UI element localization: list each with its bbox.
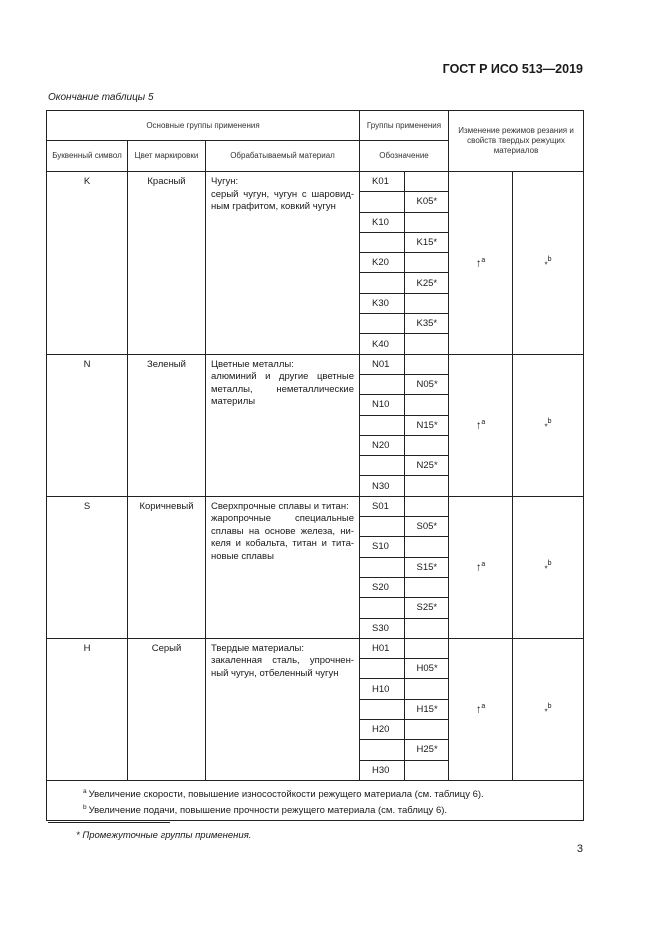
code-row [360, 415, 448, 435]
main-code [360, 740, 404, 760]
main-code [360, 598, 404, 618]
table-note [83, 785, 583, 801]
feed-arrow [513, 638, 584, 780]
intermediate-code [404, 253, 448, 273]
letter-symbol: H [47, 638, 128, 780]
material-line: металлы, неметаллические [211, 383, 355, 395]
app-groups-header: Группы применения [360, 111, 449, 141]
material-line: Твердые материалы: [211, 642, 304, 654]
group-row [47, 172, 584, 355]
designation-header: Обозначение [360, 141, 449, 172]
code-row [360, 314, 448, 334]
note-mark: b [547, 418, 552, 426]
intermediate-code [404, 172, 448, 192]
note-mark: a [481, 703, 486, 711]
material-header: Обрабатываемый материал [206, 141, 360, 172]
intermediate-code: S05* [404, 517, 448, 537]
table-caption: Окончание таблицы 5 [48, 92, 154, 103]
designation-codes [360, 638, 449, 780]
note-mark: a [481, 418, 486, 426]
material-line: новые сплавы [211, 550, 274, 562]
intermediate-code [404, 618, 448, 638]
main-code: K01 [360, 172, 404, 192]
main-code [360, 232, 404, 252]
code-row [360, 232, 448, 252]
main-code [360, 273, 404, 293]
color-mark-header: Цвет маркировки [128, 141, 206, 172]
table-note [83, 801, 583, 817]
main-code [360, 456, 404, 476]
code-row [360, 334, 448, 354]
intermediate-code [404, 395, 448, 415]
down-arrow-icon: * [544, 423, 548, 433]
intermediate-code [404, 212, 448, 232]
main-code: H01 [360, 639, 404, 659]
code-row [360, 598, 448, 618]
intermediate-code [404, 720, 448, 740]
feed-arrow [513, 354, 584, 496]
speed-arrow [449, 354, 513, 496]
code-row [360, 699, 448, 719]
note-mark: b [547, 702, 552, 710]
main-code: H20 [360, 720, 404, 740]
material-description [206, 638, 360, 780]
code-row [360, 253, 448, 273]
intermediate-code [404, 679, 448, 699]
up-arrow-icon: ↑ [475, 257, 482, 270]
material-description [206, 496, 360, 638]
up-arrow-icon: ↑ [475, 561, 482, 574]
material-line: материлы [211, 396, 256, 408]
speed-arrow [449, 172, 513, 355]
material-line: жаропрочные специальные [211, 513, 355, 525]
note-mark: b [83, 804, 87, 812]
main-code: S01 [360, 497, 404, 517]
intermediate-code [404, 293, 448, 313]
designation-codes [360, 354, 449, 496]
main-code [360, 192, 404, 212]
letter-symbol-header: Буквенный символ [47, 141, 128, 172]
note-mark: b [547, 560, 552, 568]
designation-codes [360, 172, 449, 355]
code-row [360, 456, 448, 476]
main-groups-header: Основные группы применения [47, 111, 360, 141]
intermediate-code: N25* [404, 456, 448, 476]
intermediate-code: N15* [404, 415, 448, 435]
code-row [360, 192, 448, 212]
code-row [360, 497, 448, 517]
intermediate-code [404, 537, 448, 557]
intermediate-code [404, 760, 448, 780]
intermediate-code: S25* [404, 598, 448, 618]
down-arrow-icon: * [544, 707, 548, 717]
color-mark: Коричневый [128, 496, 206, 638]
intermediate-code: K25* [404, 273, 448, 293]
intermediate-code [404, 355, 448, 375]
main-code: K40 [360, 334, 404, 354]
material-line: Цветные металлы: [211, 358, 294, 370]
material-line: ным графитом, ковкий чугун [211, 201, 336, 212]
letter-symbol: K [47, 172, 128, 355]
material-line: келя и кобальта, титан и тита- [211, 538, 355, 550]
intermediate-code: N05* [404, 374, 448, 394]
footnote-rule [48, 822, 170, 823]
code-row [360, 476, 448, 496]
intermediate-code [404, 577, 448, 597]
main-code [360, 659, 404, 679]
main-code: N10 [360, 395, 404, 415]
main-code [360, 557, 404, 577]
material-line: сплавы на основе железа, ни- [211, 525, 355, 537]
note-text: Увеличение скорости, повышение износостойкости режущего материала (см. таблицу 6). [88, 789, 484, 801]
intermediate-code: K05* [404, 192, 448, 212]
note-mark: a [481, 256, 486, 264]
document-id: ГОСТ Р ИСО 513—2019 [442, 62, 583, 76]
material-line: ный чугун, отбеленный чугун [211, 667, 339, 679]
code-row [360, 618, 448, 638]
note-text: Увеличение подачи, повышение прочности режущего материала (см. таблицу 6). [88, 805, 448, 817]
code-row [360, 577, 448, 597]
material-description [206, 172, 360, 355]
material-line: Сверхпрочные сплавы и титан: [211, 500, 349, 512]
intermediate-code [404, 435, 448, 455]
material-line: серый чугун, чугун с шаровид- [211, 188, 355, 200]
intermediate-code [404, 497, 448, 517]
code-row [360, 740, 448, 760]
main-code: K30 [360, 293, 404, 313]
table-notes [47, 780, 584, 820]
code-row [360, 659, 448, 679]
up-arrow-icon: ↑ [475, 419, 482, 432]
note-mark: a [481, 560, 486, 568]
material-line: закаленная сталь, упрочнен- [211, 655, 355, 667]
code-row [360, 639, 448, 659]
code-row [360, 517, 448, 537]
group-row [47, 638, 584, 780]
intermediate-code: H15* [404, 699, 448, 719]
main-code [360, 699, 404, 719]
material-line: алюминий и другие цветные [211, 371, 355, 383]
group-row [47, 354, 584, 496]
down-arrow-icon: * [544, 565, 548, 575]
material-description [206, 354, 360, 496]
letter-symbol: S [47, 496, 128, 638]
main-code: H30 [360, 760, 404, 780]
main-code: S20 [360, 577, 404, 597]
notes-row [47, 780, 584, 820]
main-code: S30 [360, 618, 404, 638]
main-code: N01 [360, 355, 404, 375]
footnote: * Промежуточные группы применения. [76, 830, 252, 841]
intermediate-code [404, 334, 448, 354]
main-code [360, 374, 404, 394]
main-code [360, 517, 404, 537]
code-row [360, 293, 448, 313]
feed-arrow [513, 172, 584, 355]
code-row [360, 557, 448, 577]
color-mark: Зеленый [128, 354, 206, 496]
feed-arrow [513, 496, 584, 638]
group-row [47, 496, 584, 638]
designation-codes [360, 496, 449, 638]
change-header: Изменение режимов резания и свойств твердых режущих материалов [449, 111, 584, 172]
intermediate-code: K35* [404, 314, 448, 334]
code-row [360, 172, 448, 192]
main-code: S10 [360, 537, 404, 557]
page-number: 3 [576, 843, 583, 855]
main-code: K20 [360, 253, 404, 273]
code-row [360, 374, 448, 394]
main-code [360, 415, 404, 435]
intermediate-code: S15* [404, 557, 448, 577]
code-row [360, 395, 448, 415]
down-arrow-icon: * [544, 260, 548, 270]
code-row [360, 212, 448, 232]
main-code: N20 [360, 435, 404, 455]
intermediate-code [404, 476, 448, 496]
intermediate-code [404, 639, 448, 659]
code-row [360, 760, 448, 780]
speed-arrow [449, 496, 513, 638]
code-row [360, 679, 448, 699]
letter-symbol: N [47, 354, 128, 496]
intermediate-code: H05* [404, 659, 448, 679]
note-mark: a [83, 787, 87, 795]
up-arrow-icon: ↑ [475, 703, 482, 716]
code-row [360, 355, 448, 375]
intermediate-code: H25* [404, 740, 448, 760]
code-row [360, 537, 448, 557]
code-row [360, 435, 448, 455]
main-code: H10 [360, 679, 404, 699]
note-mark: b [547, 256, 552, 263]
color-mark: Красный [128, 172, 206, 355]
material-line: Чугун: [211, 176, 239, 187]
code-row [360, 720, 448, 740]
main-code: K10 [360, 212, 404, 232]
color-mark: Серый [128, 638, 206, 780]
code-row [360, 273, 448, 293]
main-code [360, 314, 404, 334]
speed-arrow [449, 638, 513, 780]
application-groups-table [46, 110, 584, 821]
intermediate-code: K15* [404, 232, 448, 252]
main-code: N30 [360, 476, 404, 496]
